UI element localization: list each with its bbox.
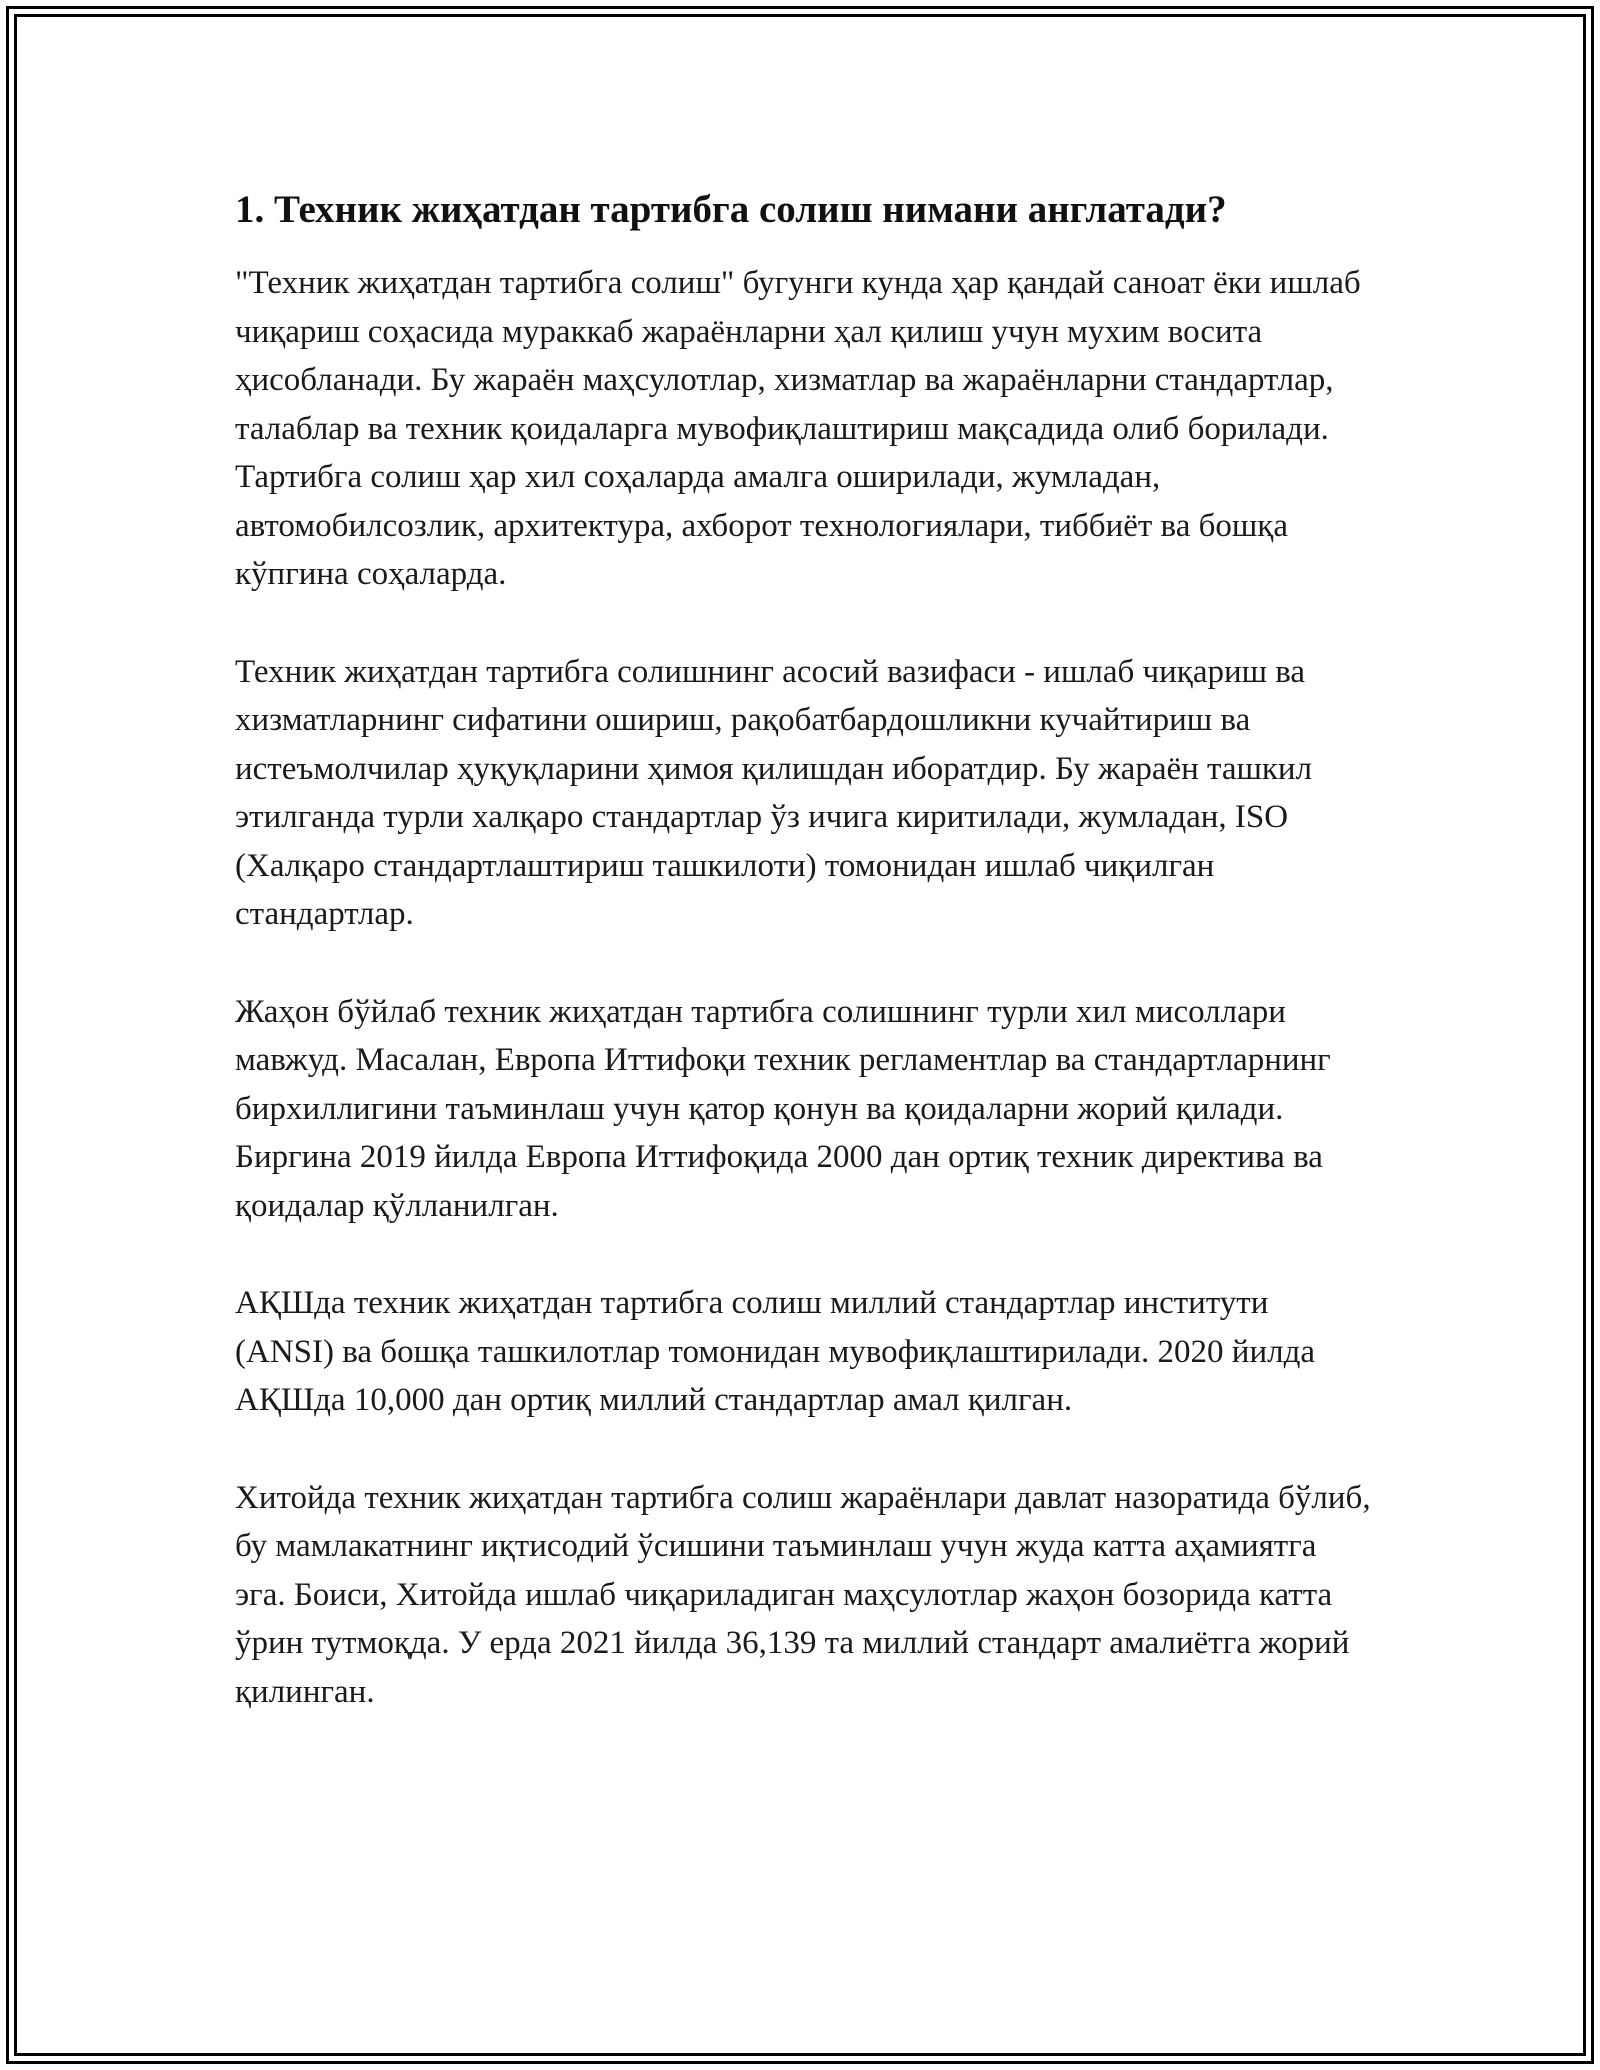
- paragraph-usa: АҚШда техник жиҳатдан тартибга солиш миллий стандартлар институти (ANSI) ва бошқа ташкилотлар томонидан мувофиқлаштирилади. 2020 йилда АҚШда 10,000 дан ортиқ миллий стандартлар амал қилган.: [235, 1285, 1316, 1418]
- paragraph-china: Хитойда техник жиҳатдан тартибга солиш жараёнлари давлат назоратида бўлиб, бу мамлакатнинг иқтисодий ўсишини таъминлаш учун жуда катта аҳамиятга эга. Боиси, Хитойда ишлаб чиқариладиган маҳсулотлар жаҳон бозорида катта ўрин тутмоқда. У ерда 2021 йилда 36,139 та миллий стандарт амалиётга жорий қилинган.: [235, 1479, 1371, 1710]
- paragraph-intro: "Техник жиҳатдан тартибга солиш" бугунги кунда ҳар қандай саноат ёки ишлаб чиқариш соҳасида мураккаб жараёнларни ҳал қилиш учун мухим восита ҳисобланади. Бу жараён маҳсулотлар, хизматлар ва жараёнларни стандартлар, талаблар ва техник қоидаларга мувофиқлаштириш мақсадида олиб борилади. Тартибга солиш ҳар хил соҳаларда амалга оширилади, жумладан, автомобилсозлик, архитектура, ахборот технологиялари, тиббиёт ва бошқа кўпгина соҳаларда.: [235, 265, 1361, 592]
- paragraph-world-examples: Жаҳон бўйлаб техник жиҳатдан тартибга солишнинг турли хил мисоллари мавжуд. Масалан, Европа Иттифоқи техник регламентлар ва стандартларнинг бирхиллигини таъминлаш учун қатор қонун ва қоидаларни жорий қилади. Биргина 2019 йилда Европа Иттифоқида 2000 дан ортиқ техник директива ва қоидалар қўлланилган.: [235, 993, 1331, 1224]
- document-body: [235, 185, 1375, 1765]
- paragraph-main-task: Техник жиҳатдан тартибга солишнинг асосий вазифаси - ишлаб чиқариш ва хизматларнинг сифатини ошириш, рақобатбардошликни кучайтириш ва истеъмолчилар ҳуқуқларини ҳимоя қилишдан иборатдир. Бу жараён ташкил этилганда турли халқаро стандартлар ўз ичига киритилади, жумладан, ISO (Халқаро стандартлаштириш ташкилоти) томонидан ишлаб чиқилган стандартлар.: [235, 653, 1313, 932]
- section-heading: 1. Техник жиҳатдан тартибга солиш нимани англатади?: [235, 188, 1227, 231]
